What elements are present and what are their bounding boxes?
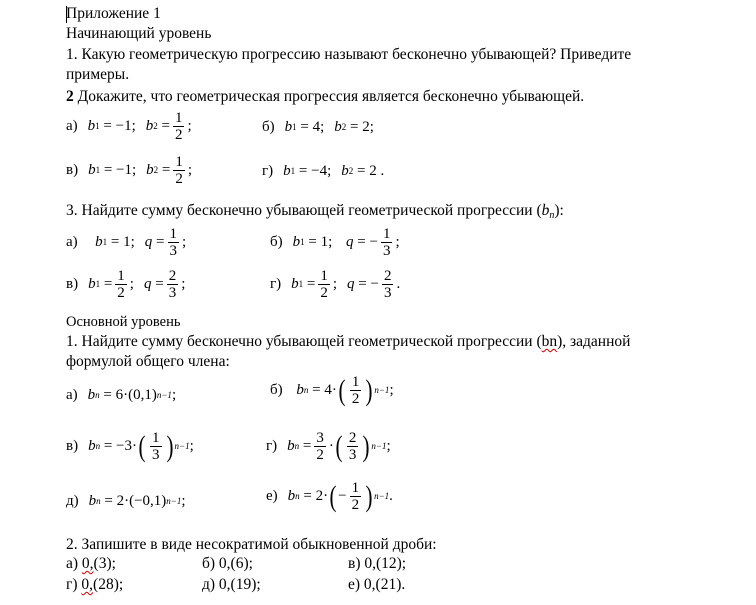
formula-m1d: г) b n = $\frac{3}{2}$ · ( $\frac{2}{3}$ ) n−1 ; <box>266 429 391 463</box>
answer-d <box>66 576 123 594</box>
question-3-n: n <box>549 210 555 221</box>
question-3-end: ): <box>554 202 564 219</box>
level-main-heading: Основной уровень <box>66 314 181 330</box>
formula-2c: в) b 1 = −1; b 2 = $\frac{1}{2}$ ; <box>66 154 193 187</box>
answer-a-repeat: (3); <box>93 555 116 572</box>
formula-m1c: в) b n = −3· ( $\frac{1}{3}$ ) n−1 ; <box>66 429 194 463</box>
answer-b: б) 0,(6); <box>202 555 253 572</box>
question-2 <box>66 88 584 106</box>
formula-2d: г) b 1 = −4; b 2 = 2 . <box>262 163 385 179</box>
formula-m1e: д) b n = 2·(−0,1) n−1 ; <box>66 493 186 509</box>
main-question-1-line-2: формулой общего члена: <box>66 353 230 370</box>
formula-3c: в) b 1 = $\frac{1}{2}$ ; q = $\frac{2}{3}$ ; <box>66 268 186 301</box>
answer-d-repeat: (28); <box>93 576 124 593</box>
formula-2b: б) b 1 = 4; b 2 = 2; <box>262 119 374 135</box>
answer-c: в) 0,(12); <box>348 555 407 572</box>
main-question-1-bn: bn <box>541 333 558 350</box>
answer-a-whole: 0, <box>81 555 94 572</box>
formula-m1b: б) b n = 4· ( $\frac{1}{2}$ ) n−1 ; <box>270 373 394 407</box>
main-question-1-text-a: 1. Найдите сумму бесконечно убывающей геометрической прогрессии ( <box>66 333 542 350</box>
question-3-text: 3. Найдите сумму бесконечно убывающей геометрической прогрессии ( <box>66 202 542 219</box>
question-2-text: Докажите, что геометрическая прогрессия является бесконечно убывающей. <box>73 88 585 105</box>
question-1-line-2: примеры. <box>66 66 130 83</box>
appendix-title: Приложение 1 <box>66 5 161 22</box>
answer-d-label: г) <box>66 576 82 593</box>
question-3 <box>66 202 564 225</box>
answer-e: д) 0,(19); <box>202 576 261 593</box>
level-basic-heading: Начинающий уровень <box>66 25 212 42</box>
formula-2a: а) b 1 = −1; b 2 = $\frac{1}{2}$ ; <box>66 110 192 143</box>
question-1-line-1: 1. Какую геометрическую прогрессию называют бесконечно убывающей? Приведите <box>66 46 632 63</box>
answer-a <box>66 555 116 573</box>
question-3-b: b <box>541 202 550 219</box>
formula-m1f: е) b n = 2· ( − $\frac{1}{2}$ ) n−1 . <box>266 479 393 513</box>
formula-m1a: а) b n = 6·(0,1) n−1 ; <box>66 387 177 403</box>
formula-3b: б) b 1 = 1; q = − $\frac{1}{3}$ ; <box>270 226 400 259</box>
main-question-1-text-b: ), заданной <box>557 333 631 350</box>
formula-3a: а) b 1 = 1; q = $\frac{1}{3}$ ; <box>66 226 187 259</box>
main-question-1-line-1 <box>66 333 630 351</box>
answer-f: е) 0,(21). <box>348 576 406 593</box>
main-question-2: 2. Запишите в виде несократимой обыкновенной дроби: <box>66 536 437 553</box>
answer-d-whole: 0, <box>81 576 94 593</box>
question-2-number: 2 <box>66 88 74 105</box>
answer-a-label: а) <box>66 555 82 572</box>
formula-3d: г) b 1 = $\frac{1}{2}$ ; q = − $\frac{2}{3}$ . <box>270 268 401 301</box>
